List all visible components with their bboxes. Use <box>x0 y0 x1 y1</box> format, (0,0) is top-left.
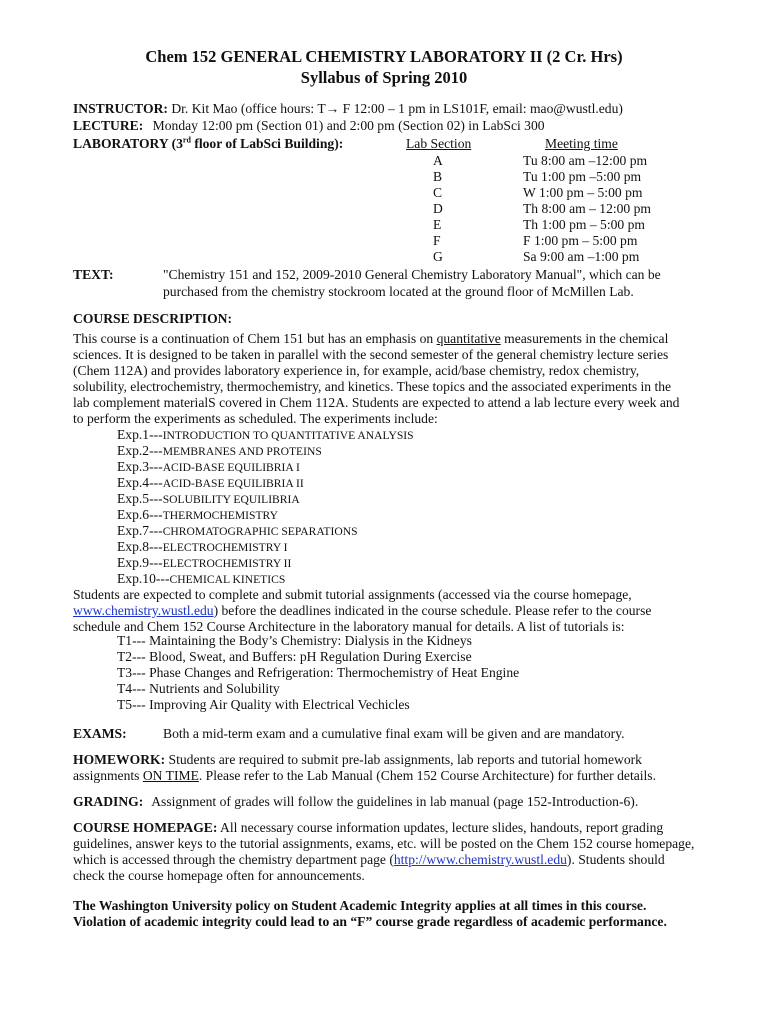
homepage-line-3: which is accessed through the chemistry department page (http://www.chemistry.wustl.edu). Students should <box>73 852 665 867</box>
experiment-number: Exp.1--- <box>117 427 163 442</box>
experiment-number: Exp.7--- <box>117 523 163 538</box>
tutorial-item: T1--- Maintaining the Body’s Chemistry: Dialysis in the Kidneys <box>117 633 472 648</box>
instructor-text: Dr. Kit Mao (office hours: T→ F 12:00 – 1 pm in LS101F, email: mao@wustl.edu) <box>171 101 623 116</box>
experiment-number: Exp.5--- <box>117 491 163 506</box>
experiment-name: ELECTROCHEMISTRY I <box>162 541 288 554</box>
experiment-item <box>117 539 288 556</box>
experiment-name: CHROMATOGRAPHIC SEPARATIONS <box>162 525 358 538</box>
lab-time-g: Sa 9:00 am –1:00 pm <box>523 249 640 264</box>
lab-section-e: E <box>433 217 442 232</box>
experiment-item <box>117 523 358 540</box>
lab-section-c: C <box>433 185 443 200</box>
desc-line-6: to perform the experiments as scheduled. The experiments include: <box>73 411 438 426</box>
lab-section-g: G <box>433 249 443 264</box>
experiment-item <box>117 555 291 572</box>
instructor-line <box>73 101 623 117</box>
desc-line-4: solubility, electrochemistry, thermochemistry, and kinetics. These topics and the associated experiments in the <box>73 379 672 394</box>
experiment-number: Exp.2--- <box>117 443 163 458</box>
experiment-number: Exp.4--- <box>117 475 163 490</box>
lecture-text: Monday 12:00 pm (Section 01) and 2:00 pm (Section 02) in LabSci 300 <box>152 118 545 133</box>
tutorial-item: T2--- Blood, Sweat, and Buffers: pH Regulation During Exercise <box>117 649 472 664</box>
lab-time-c: W 1:00 pm – 5:00 pm <box>523 185 643 200</box>
page-subtitle: Syllabus of Spring 2010 <box>300 68 468 87</box>
lab-section-header: Lab Section <box>406 136 472 151</box>
lab-section-d: D <box>433 201 443 216</box>
homepage-line-2: guidelines, answer keys to the tutorial assignments, exams, etc. will be posted on the Chem 152 course homepage, <box>73 836 695 851</box>
desc-line-3: (Chem 112A) and provides laboratory experience in, for example, acid/base chemistry, redox chemistry, <box>73 363 640 378</box>
text-line-1: "Chemistry 151 and 152, 2009-2010 General Chemistry Laboratory Manual", which can be <box>163 267 661 282</box>
grading-line: GRADING: Assignment of grades will follow the guidelines in lab manual (page 152-Introduction-6). <box>73 794 639 809</box>
experiment-item <box>117 571 285 588</box>
homepage-label: COURSE HOMEPAGE: <box>73 820 218 835</box>
exams-text: Both a mid-term exam and a cumulative final exam will be given and are mandatory. <box>163 726 625 741</box>
desc-line-1: This course is a continuation of Chem 151 but has an emphasis on quantitative measurements in the chemical <box>73 331 669 346</box>
lab-time-b: Tu 1:00 pm –5:00 pm <box>523 169 642 184</box>
experiment-item <box>117 475 304 492</box>
course-description-heading: COURSE DESCRIPTION: <box>73 311 232 326</box>
chemistry-link[interactable]: www.chemistry.wustl.edu <box>73 603 214 618</box>
chemistry-department-link[interactable]: http://www.chemistry.wustl.edu <box>393 852 567 867</box>
tutorial-item: T3--- Phase Changes and Refrigeration: Thermochemistry of Heat Engine <box>117 665 520 680</box>
experiment-item <box>117 427 414 444</box>
experiment-item <box>117 491 300 508</box>
instructor-label: INSTRUCTOR: <box>73 101 168 116</box>
text-line-2: purchased from the chemistry stockroom located at the ground floor of McMillen Lab. <box>163 284 634 299</box>
lab-section-b: B <box>433 169 443 184</box>
experiment-name: INTRODUCTION TO QUANTITATIVE ANALYSIS <box>162 429 414 442</box>
lab-time-f: F 1:00 pm – 5:00 pm <box>523 233 638 248</box>
experiment-name: MEMBRANES AND PROTEINS <box>162 445 322 458</box>
text-label: TEXT: <box>73 267 114 282</box>
integrity-line-2: Violation of academic integrity could lead to an “F” course grade regardless of academic performance. <box>73 914 667 929</box>
experiment-item <box>117 507 278 524</box>
homework-label: HOMEWORK: <box>73 752 166 767</box>
tutorial-line-2: www.chemistry.wustl.edu) before the deadlines indicated in the course schedule. Please refer to the course <box>73 603 652 618</box>
experiment-name: ACID-BASE EQUILIBRIA II <box>162 477 304 490</box>
experiment-name: THERMOCHEMISTRY <box>162 509 278 522</box>
lab-time-d: Th 8:00 am – 12:00 pm <box>523 201 651 216</box>
experiment-name: CHEMICAL KINETICS <box>169 573 286 586</box>
homework-line-1: HOMEWORK: Students are required to submit pre-lab assignments, lab reports and tutorial homework <box>73 752 642 767</box>
experiment-number: Exp.3--- <box>117 459 163 474</box>
tutorial-line-3: schedule and Chem 152 Course Architecture in the laboratory manual for details. A list of tutorials is: <box>73 619 625 634</box>
homepage-line-4: check the course homepage often for announcements. <box>73 868 365 883</box>
lab-section-a: A <box>433 153 443 168</box>
experiment-number: Exp.8--- <box>117 539 163 554</box>
experiment-number: Exp.10--- <box>117 571 170 586</box>
meeting-time-header: Meeting time <box>545 136 618 151</box>
tutorial-item: T5--- Improving Air Quality with Electrical Vechicles <box>117 697 410 712</box>
integrity-line-1: The Washington University policy on Student Academic Integrity applies at all times in this course. <box>73 898 647 913</box>
lecture-label: LECTURE: <box>73 118 144 133</box>
lecture-line <box>73 118 545 134</box>
experiment-name: SOLUBILITY EQUILIBRIA <box>162 493 300 506</box>
lab-time-e: Th 1:00 pm – 5:00 pm <box>523 217 645 232</box>
laboratory-label: LABORATORY (3rd floor of LabSci Building): <box>73 135 344 151</box>
lab-section-f: F <box>433 233 441 248</box>
exams-label: EXAMS: <box>73 726 127 741</box>
grading-label: GRADING: <box>73 794 144 809</box>
experiment-number: Exp.9--- <box>117 555 163 570</box>
tutorial-line-1: Students are expected to complete and submit tutorial assignments (accessed via the course homepage, <box>73 587 632 602</box>
experiment-name: ACID-BASE EQUILIBRIA I <box>162 461 300 474</box>
experiment-name: ELECTROCHEMISTRY II <box>162 557 292 570</box>
experiment-item <box>117 443 322 460</box>
experiment-number: Exp.6--- <box>117 507 163 522</box>
homepage-line-1: COURSE HOMEPAGE: All necessary course information updates, lecture slides, handouts, report grading <box>73 820 664 835</box>
desc-line-2: sciences. It is designed to be taken in parallel with the second semester of the general chemistry lecture series <box>73 347 669 362</box>
lab-time-a: Tu 8:00 am –12:00 pm <box>523 153 648 168</box>
homework-line-2: assignments ON TIME. Please refer to the Lab Manual (Chem 152 Course Architecture) for further details. <box>73 768 656 783</box>
tutorial-item: T4--- Nutrients and Solubility <box>117 681 280 696</box>
desc-line-5: lab complement materialS covered in Chem 112A. Students are expected to attend a lab lecture every week and <box>73 395 680 410</box>
experiment-item <box>117 459 300 476</box>
page-title: Chem 152 GENERAL CHEMISTRY LABORATORY II (2 Cr. Hrs) <box>145 47 623 66</box>
